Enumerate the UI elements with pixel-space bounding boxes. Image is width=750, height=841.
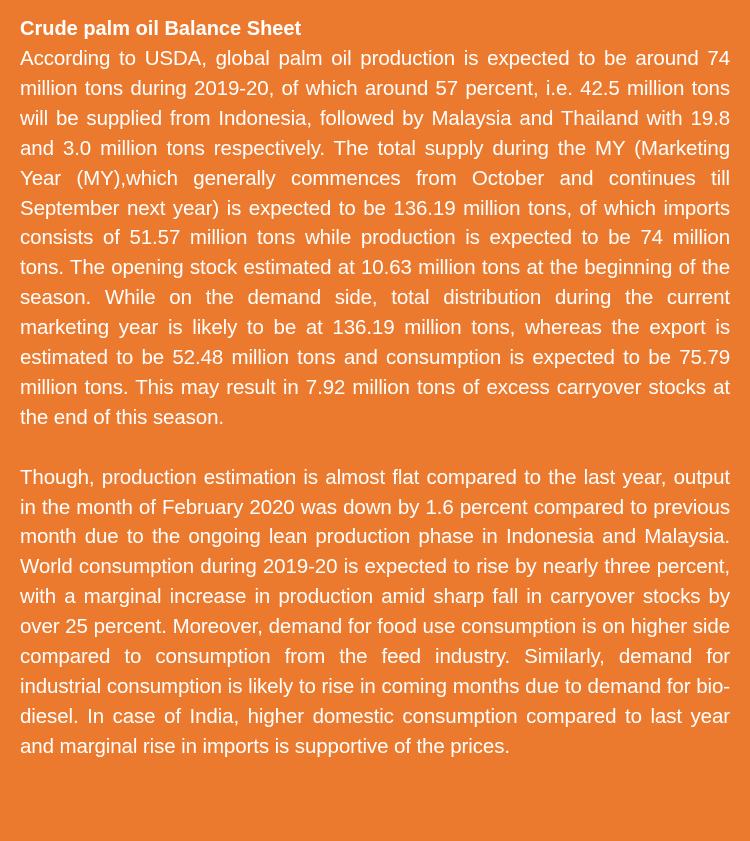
paragraph-supply-demand: According to USDA, global palm oil production is expected to be around 74 million tons during 2019-20, of which around 57 percent, i.e. 42.5 million tons will be supplied from Indonesia, followed by Malaysia and Thailand with 19.8 and 3.0 million tons respectively. The total supply during the MY (Marketing Year (MY),which generally commences from October and continues till September next year) is expected to be 136.19 million tons, of which imports consists of 51.57 million tons while production is expected to be 74 million tons. The opening stock estimated at 10.63 million tons at the beginning of the season. While on the demand side, total distribution during the current marketing year is likely to be at 136.19 million tons, whereas the export is estimated to be 52.48 million tons and consumption is expected to be 75.79 million tons. This may result in 7.92 million tons of excess carryover stocks at the end of this season. bbox=[20, 47, 730, 429]
paragraph-outlook: Though, production estimation is almost flat compared to the last year, output in the month of February 2020 was down by 1.6 percent compared to previous month due to the ongoing lean production phase in Indonesia and Malaysia. World consumption during 2019-20 is expected to rise by nearly three percent, with a marginal increase in production amid sharp fall in carryover stocks by over 25 percent. Moreover, demand for food use consumption is on higher side compared to consumption from the feed industry. Similarly, demand for industrial consumption is likely to rise in coming months due to demand for bio-diesel. In case of India, higher domestic consumption compared to last year and marginal rise in imports is supportive of the prices. bbox=[20, 465, 730, 758]
section-title: Crude palm oil Balance Sheet bbox=[20, 18, 302, 40]
